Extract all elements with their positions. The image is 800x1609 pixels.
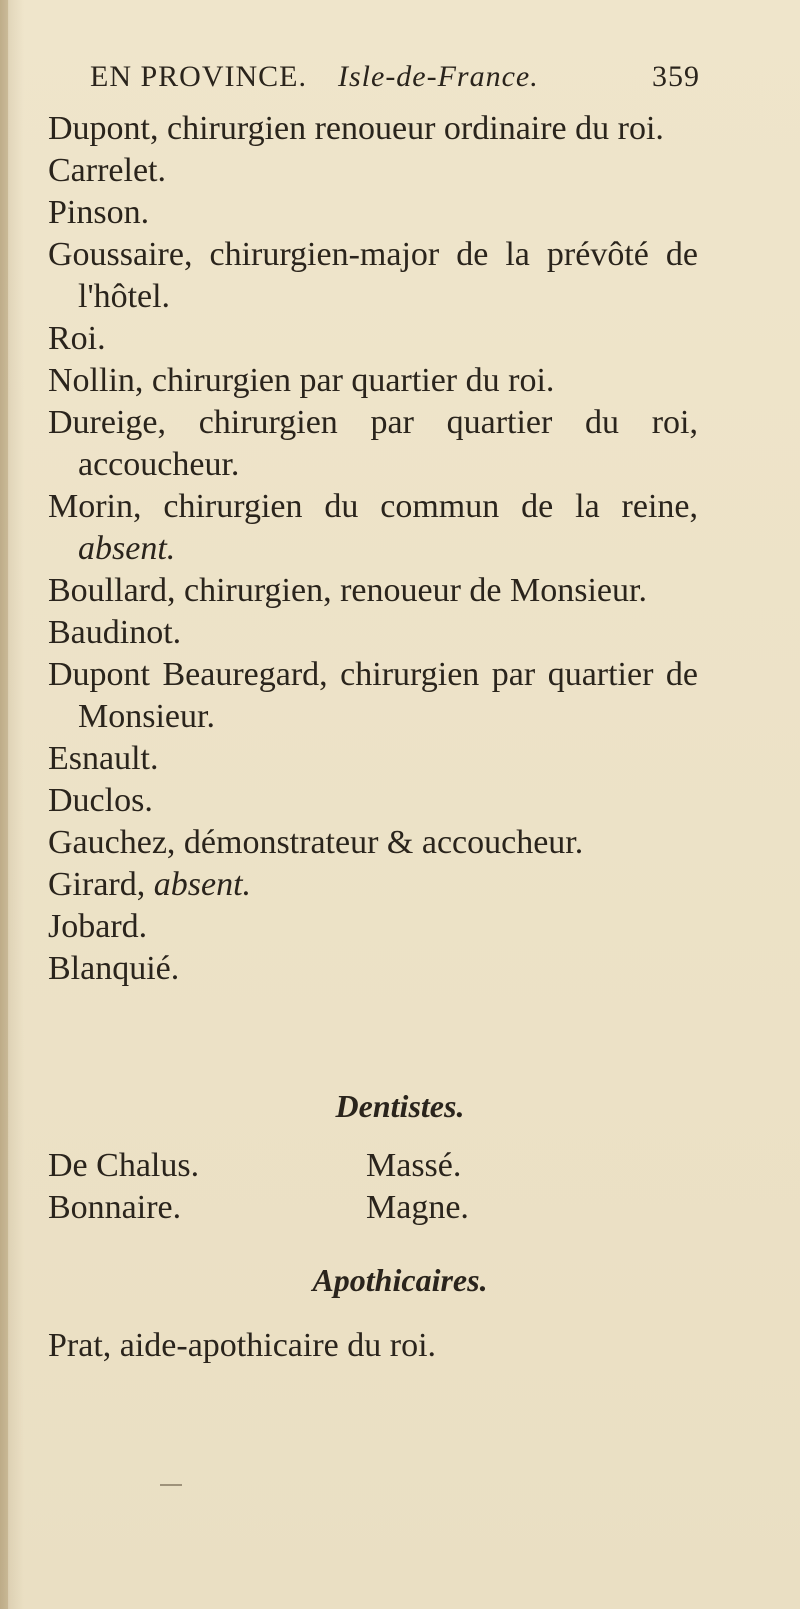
list-entry: Dupont Beauregard, chirurgien par quartier de Monsieur. bbox=[48, 656, 698, 735]
list-entry: Esnault. bbox=[48, 740, 159, 777]
dentistes-list bbox=[48, 1145, 568, 1229]
list-entry: Duclos. bbox=[48, 782, 153, 819]
list-entry: Roi. bbox=[48, 320, 106, 357]
dentist-name: De Chalus. bbox=[48, 1147, 200, 1184]
page-gutter-shadow bbox=[0, 0, 8, 1609]
list-entry: Pinson. bbox=[48, 194, 150, 231]
list-entry: Nollin, chirurgien par quartier du roi. bbox=[48, 362, 555, 399]
page-number: 359 bbox=[652, 60, 700, 93]
list-entry: Boullard, chirurgien, renoueur de Monsieur. bbox=[48, 572, 647, 609]
list-entry: Blanquié. bbox=[48, 950, 180, 987]
surgeon-list bbox=[48, 108, 698, 990]
list-entry: Morin, chirurgien du commun de la reine, absent. bbox=[48, 488, 698, 567]
apothicaire-entry: Prat, aide-apothicaire du roi. bbox=[48, 1327, 437, 1364]
list-entry: Dupont, chirurgien renoueur ordinaire du roi. bbox=[48, 110, 664, 147]
list-entry: Dureige, chirurgien par quartier du roi, accoucheur. bbox=[48, 404, 698, 483]
list-entry: Carrelet. bbox=[48, 152, 166, 189]
dentist-name: Massé. bbox=[366, 1147, 462, 1184]
list-entry: Girard, absent. bbox=[48, 866, 252, 903]
list-entry: Gauchez, démonstrateur & accoucheur. bbox=[48, 824, 584, 861]
dentistes-heading: Dentistes. bbox=[335, 1088, 465, 1124]
running-head-title: EN PROVINCE. bbox=[90, 60, 308, 93]
list-entry: Baudinot. bbox=[48, 614, 182, 651]
list-entry: Goussaire, chirurgien-major de la prévôté de l'hôtel. bbox=[48, 236, 698, 315]
list-entry: Jobard. bbox=[48, 908, 148, 945]
printers-mark bbox=[160, 1484, 182, 1486]
running-head-place: Isle-de-France. bbox=[338, 60, 539, 93]
absent-note: absent. bbox=[153, 866, 252, 903]
dentist-name: Magne. bbox=[366, 1189, 469, 1226]
running-head bbox=[90, 60, 700, 110]
dentist-name: Bonnaire. bbox=[48, 1189, 182, 1226]
absent-note: absent. bbox=[78, 530, 176, 567]
list-row bbox=[48, 1145, 568, 1187]
list-row bbox=[48, 1187, 568, 1229]
apothicaires-heading: Apothicaires. bbox=[312, 1262, 488, 1298]
